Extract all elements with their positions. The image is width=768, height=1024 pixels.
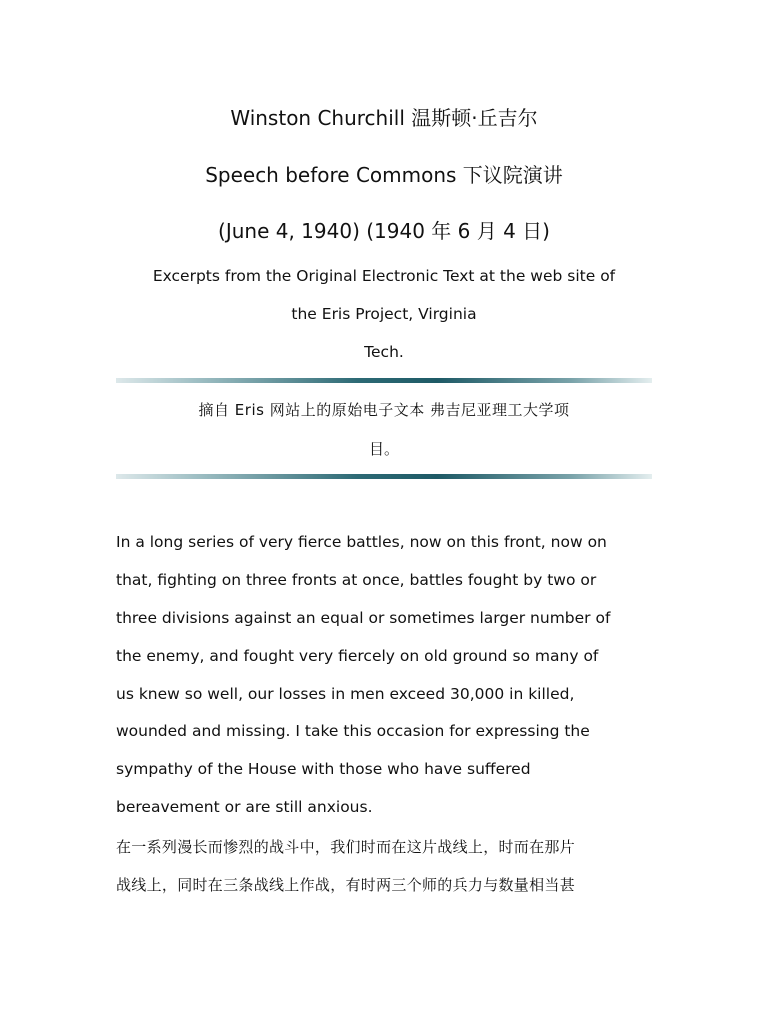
source-note-line-2: the Eris Project, Virginia — [291, 305, 477, 323]
body-text-line: that, fighting on three fronts at once, battles fought by two or — [116, 571, 597, 589]
body-text-cn-line: 战线上，同时在三条战线上作战，有时两三个师的兵力与数量相当甚 — [116, 876, 576, 894]
body-text-line: the enemy, and fought very fiercely on old ground so many of — [116, 647, 599, 665]
body-text-line: three divisions against an equal or sometimes larger number of — [116, 609, 611, 627]
body-text-cn-line: 在一系列漫长而惨烈的战斗中，我们时而在这片战线上，时而在那片 — [116, 838, 576, 856]
source-note-cn-line-1: 摘自 Eris 网站上的原始电子文本 弗吉尼亚理工大学项 — [198, 401, 570, 419]
source-note-line-3: Tech. — [364, 343, 404, 361]
page-subtitle: Speech before Commons 下议院演讲 — [205, 163, 563, 187]
speech-date: (June 4, 1940) (1940 年 6 月 4 日) — [218, 219, 550, 243]
body-text-line: wounded and missing. I take this occasion for expressing the — [116, 722, 590, 740]
divider-bottom — [116, 474, 652, 479]
body-text-line: In a long series of very fierce battles, now on this front, now on — [116, 533, 607, 551]
body-text-line: bereavement or are still anxious. — [116, 798, 373, 816]
body-text-line: us knew so well, our losses in men exceed 30,000 in killed, — [116, 685, 575, 703]
source-note-cn-line-2: 目。 — [368, 440, 399, 458]
source-note-line-1: Excerpts from the Original Electronic Text at the web site of — [152, 267, 616, 285]
divider-top — [116, 378, 652, 383]
body-text-line: sympathy of the House with those who have suffered — [116, 760, 531, 778]
page-title: Winston Churchill 温斯顿·丘吉尔 — [230, 106, 538, 130]
